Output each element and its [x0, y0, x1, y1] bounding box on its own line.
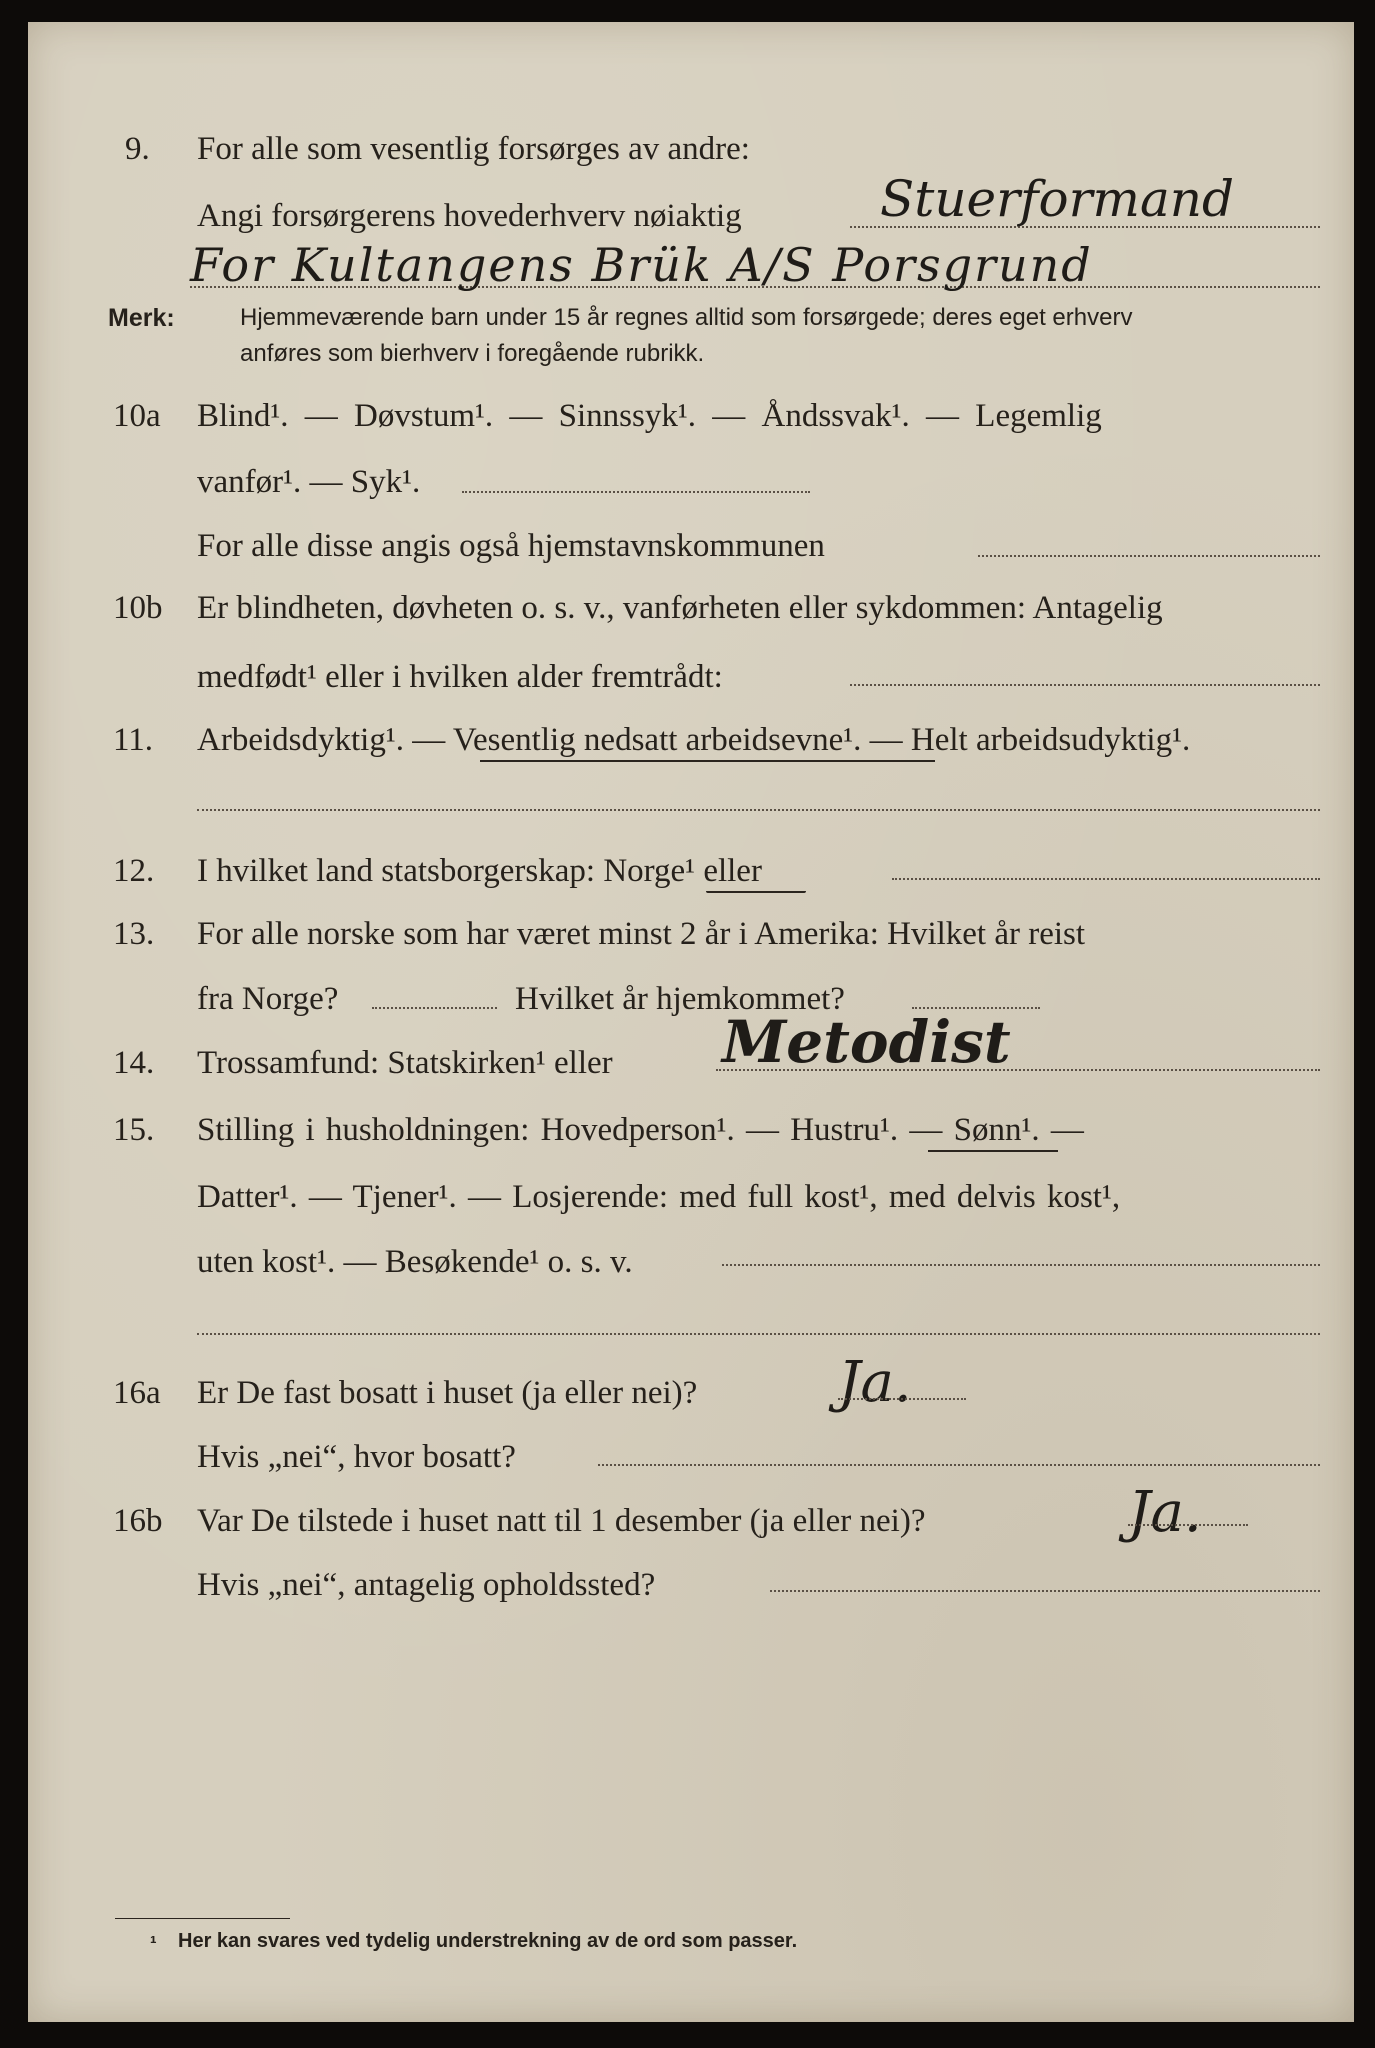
merk-line1: Hjemmeværende barn under 15 år regnes alltid som forsørgede; deres eget erhverv	[240, 304, 1133, 331]
q15-number: 15.	[113, 1112, 155, 1148]
q10a-line3: For alle disse angis også hjemstavnskommunen	[197, 528, 825, 564]
q12-answer-line	[892, 878, 1320, 880]
q15-answer-line	[722, 1264, 1320, 1266]
q12-number: 12.	[113, 853, 155, 889]
q16b-answer-line	[1128, 1524, 1248, 1526]
q10a-line2: vanfør¹. — Syk¹.	[197, 464, 421, 500]
q13-line1: For alle norske som har været minst 2 år i Amerika: Hvilket år reist	[197, 916, 1086, 952]
merk-label: Merk:	[108, 304, 175, 332]
q13-number: 13.	[113, 916, 155, 952]
q13-reist-line	[372, 1007, 497, 1009]
q10a-answer-line	[462, 491, 810, 493]
q10b-line2: medfødt¹ eller i hvilken alder fremtrådt:	[197, 659, 723, 695]
footnote-rule	[115, 1918, 290, 1919]
q16b-number: 16b	[113, 1503, 163, 1539]
q16a-line2: Hvis „nei“, hvor bosatt?	[197, 1439, 516, 1475]
merk-line2: anføres som bierhverv i foregående rubrikk.	[240, 340, 705, 367]
q15-line1: Stilling i husholdningen: Hovedperson¹. — Hustru¹. — Sønn¹. —	[197, 1112, 1084, 1148]
q12-text: I hvilket land statsborgerskap: Norge¹ eller	[197, 853, 762, 889]
q16b-opholdssted-line	[770, 1590, 1320, 1592]
q11-answer-underline	[480, 760, 935, 762]
q16a-number: 16a	[113, 1375, 161, 1411]
q16a-line1: Er De fast bosatt i huset (ja eller nei)?	[197, 1375, 698, 1411]
q16b-handwritten-answer: Ja.	[1128, 1480, 1202, 1545]
q16a-handwritten-answer: Ja.	[838, 1350, 912, 1415]
q15-answer-underline	[928, 1150, 1058, 1152]
q9-number: 9.	[125, 131, 150, 167]
q13-line2a: fra Norge?	[197, 981, 339, 1017]
q10b-answer-line	[850, 684, 1320, 686]
q10b-number: 10b	[113, 590, 163, 626]
q13-line2b: Hvilket år hjemkommet?	[515, 981, 845, 1017]
q16b-line2: Hvis „nei“, antagelig opholdssted?	[197, 1567, 656, 1603]
q16a-answer-line	[838, 1398, 966, 1400]
q16b-line1: Var De tilstede i huset natt til 1 desember (ja eller nei)?	[197, 1503, 926, 1539]
footnote-mark: ¹	[150, 1933, 157, 1955]
q9-line2: Angi forsørgerens hovederhverv nøiaktig	[197, 198, 742, 234]
q10a-line1: Blind¹. — Døvstum¹. — Sinnssyk¹. — Åndssvak¹. — Legemlig	[197, 398, 1102, 434]
q10a-number: 10a	[113, 398, 161, 434]
q16a-bosatt-line	[598, 1464, 1320, 1466]
q10b-line1: Er blindheten, døvheten o. s. v., vanførheten eller sykdommen: Antagelig	[197, 590, 1163, 626]
q10a-hjemstavn-line	[978, 555, 1320, 557]
q11-extra-line	[197, 809, 1320, 811]
q9-handwritten-answer2: For Kultangens Brük A/S Porsgrund	[190, 238, 1093, 292]
q15-line3: uten kost¹. — Besøkende¹ o. s. v.	[197, 1244, 633, 1280]
q14-handwritten-answer: Metodist	[722, 1008, 1011, 1076]
q15-extra-line	[197, 1333, 1320, 1335]
q9-handwritten-answer1: Stuerformand	[880, 170, 1234, 228]
q9-line1: For alle som vesentlig forsørges av andre:	[197, 131, 750, 167]
q11-number: 11.	[113, 722, 154, 758]
q11-text: Arbeidsdyktig¹. — Vesentlig nedsatt arbeidsevne¹. — Helt arbeidsudyktig¹.	[197, 722, 1191, 758]
q14-number: 14.	[113, 1045, 155, 1081]
q15-line2: Datter¹. — Tjener¹. — Losjerende: med full kost¹, med delvis kost¹,	[197, 1179, 1121, 1215]
q12-answer-underline	[706, 891, 806, 893]
q14-text: Trossamfund: Statskirken¹ eller	[197, 1045, 613, 1081]
footnote-text: Her kan svares ved tydelig understrekning av de ord som passer.	[178, 1930, 798, 1952]
